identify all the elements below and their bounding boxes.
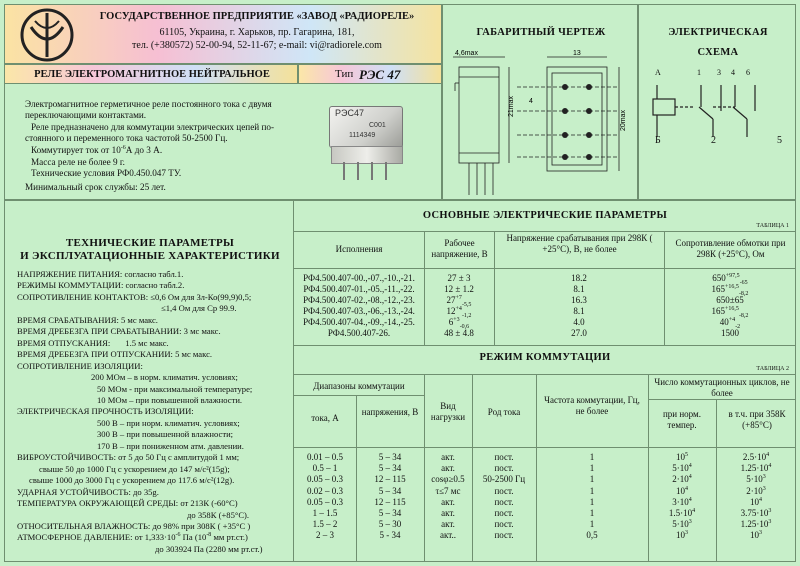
table2-cell: 5 – 34 [378, 463, 402, 474]
table1-label: ТАБЛИЦА 1 [756, 223, 789, 229]
table2-col-current: тока, А [311, 413, 339, 423]
table2-title: РЕЖИМ КОММУТАЦИИ [479, 352, 611, 363]
table1-voltage: $27^{+7}_{-5,5}$ [446, 295, 472, 308]
desc-line-3: Реле предназначено для коммутации электрических цепей по- [31, 122, 275, 132]
desc-line-2: переключающими контактами. [25, 110, 147, 120]
table2-cell: акт. [441, 508, 455, 519]
table2-col-load: Вид нагрузки [430, 401, 466, 423]
tech-line: до 303924 Па (2280 мм рт.ст.) [155, 543, 263, 554]
drawing-title: ГАБАРИТНЫЙ ЧЕРТЕЖ [476, 27, 606, 38]
scheme-title-line1: ЭЛЕКТРИЧЕСКАЯ [668, 27, 768, 38]
table2-cell: 5 – 30 [378, 519, 402, 530]
table2-col-range: Диапазоны коммутации [313, 381, 405, 391]
tech-panel [4, 200, 294, 562]
tech-line: НАПРЯЖЕНИЕ ПИТАНИЯ: согласно табл.1. [17, 269, 184, 279]
table2-col-kind: Род тока [487, 407, 521, 417]
table2-cell: 5 – 34 [378, 508, 402, 519]
table1-resistance: $165^{+16,5}_{-8,2}$ [711, 284, 749, 297]
table2-cell: 0.05 – 0.3 [307, 474, 343, 485]
table1-col-resistance: Сопротивление обмотки при 298К (+25°С), Ом [664, 232, 796, 268]
table1-variant: РФ4.500.407-26. [327, 328, 391, 338]
table1-row [294, 273, 796, 284]
table2-cell: 1 [589, 474, 595, 485]
scheme-label-1: 1 [697, 68, 701, 77]
table2-cell: пост. [494, 519, 514, 530]
tech-line: 300 В – при повышенной влажности; [97, 429, 234, 440]
table2-cell: $3.75\cdot 10^3$ [740, 508, 772, 519]
table2-cell: 1 [589, 496, 595, 507]
table2-cell: 1.5 – 2 [312, 519, 338, 530]
table1-row [294, 306, 796, 317]
table1-variant: РФ4.500.407-04.,-09.,-14.,-25. [303, 317, 415, 327]
table1-row [294, 284, 796, 295]
table2-cell: пост. [494, 496, 514, 507]
company-name: ГОСУДАРСТВЕННОЕ ПРЕДПРИЯТИЕ «ЗАВОД «РАДИОРЕЛЕ» [99, 11, 415, 22]
scheme-label-5: 5 [777, 135, 782, 146]
table2-cell: 0,5 [586, 530, 598, 541]
type-name: РЭС 47 [359, 67, 401, 82]
tech-line: ВРЕМЯ ОТПУСКАНИЯ: 1.5 мс макс. [17, 337, 169, 348]
tech-line: ЭЛЕКТРИЧЕСКАЯ ПРОЧНОСТЬ ИЗОЛЯЦИИ: [17, 406, 194, 417]
tech-line: ≤1,4 Ом для Ср 99.9. [161, 303, 237, 314]
table1-trip: 18.2 [571, 273, 587, 283]
table2-current-col [294, 452, 356, 542]
table2-voltage-col [356, 452, 424, 542]
desc-line-8: Минимальный срок службы: 25 лет. [25, 182, 166, 192]
table2-cell: пост. [494, 530, 514, 541]
table1-row [294, 295, 796, 306]
desc-line-6: Масса реле не более 9 г. [31, 157, 125, 167]
table2-freq-col [536, 452, 648, 542]
company-logo [19, 7, 75, 63]
scheme-label-6: 6 [746, 68, 750, 77]
table2-cell: 1 [589, 508, 595, 519]
table2-cell: 5 - 34 [379, 530, 401, 541]
table1-variant: РФ4.500.407-00.,-07.,-10.,-21. [303, 273, 415, 283]
scheme-label-2: 2 [711, 135, 716, 146]
table2-cell: 0.05 – 0.3 [307, 496, 343, 507]
table1-voltage: 27 ± 3 [447, 273, 471, 283]
table1-row [294, 328, 796, 339]
table2-cell: $5\cdot 10^4$ [672, 463, 692, 474]
tech-line: ВИБРОУСТОЙЧИВОСТЬ: от 5 до 50 Гц с амплитудой 1 мм; [17, 452, 240, 463]
table1-row [294, 317, 796, 328]
table2-cell: 12 – 115 [374, 496, 406, 507]
table2-cell: $1.25\cdot 10^4$ [740, 463, 772, 474]
dim-tip: 4,6max [455, 50, 478, 57]
tech-line: 170 В – при пониженном атм. давлении. [97, 440, 244, 451]
table2-col-voltage: напряжения, В [361, 407, 419, 417]
tech-title-1: ТЕХНИЧЕСКИЕ ПАРАМЕТРЫ [65, 237, 235, 249]
relay-photo [323, 102, 409, 182]
company-contacts: тел. (+380572) 52-00-94, 52-11-67; e-mail: vi@radiorele.com [132, 40, 382, 51]
tech-line: ВРЕМЯ ДРЕБЕЗГА ПРИ СРАБАТЫВАНИИ: 3 мс макс. [17, 326, 221, 337]
tech-title-2: И ЭКСПЛУАТАЦИОННЫЕ ХАРАКТЕРИСТИКИ [20, 250, 280, 262]
tech-line: УДАРНАЯ УСТОЙЧИВОСТЬ: до 35g. [17, 486, 159, 497]
table2-cell: $10^4$ [750, 496, 762, 507]
table2-cell: $10^3$ [676, 530, 688, 541]
table2-col-freq: Частота коммутации, Гц, не более [544, 395, 640, 417]
table1-voltage: 12 ± 1.2 [444, 284, 474, 294]
table2-cell: акт. [441, 452, 455, 462]
table1-col-voltage: Рабочее напряжение, В [424, 232, 494, 268]
drawing-panel [442, 4, 638, 200]
table1-panel [294, 200, 796, 346]
table2-cell: 1 [589, 463, 595, 474]
table2-cell: акт. [441, 519, 455, 530]
table1-trip: 4.0 [573, 317, 585, 327]
tech-line: РЕЖИМЫ КОММУТАЦИИ: согласно табл.2. [17, 280, 185, 291]
desc-line-5: Коммутирует ток от $10^{-6}А$ до 3 А. [31, 144, 163, 155]
table1-header-row [294, 231, 796, 269]
table2-cell: $1.5\cdot 10^4$ [668, 508, 696, 519]
table2-header [294, 374, 796, 448]
table2-cell: 50-2500 Гц [482, 474, 526, 485]
table2-cell: акт. [441, 463, 455, 474]
table2-cell: 0.01 – 0.5 [307, 452, 343, 462]
relay-title: РЕЛЕ ЭЛЕКТРОМАГНИТНОЕ НЕЙТРАЛЬНОЕ [34, 69, 270, 80]
tech-line: СОПРОТИВЛЕНИЕ КОНТАКТОВ: ≤0,6 Ом для Зл-Ко(99,9)0,5; [17, 291, 252, 302]
table2-label: ТАБЛИЦА 2 [756, 366, 789, 372]
tech-line: СОПРОТИВЛЕНИЕ ИЗОЛЯЦИИ: [17, 360, 143, 371]
table2-cell: 1 [589, 485, 595, 496]
table1-resistance: 1500 [721, 328, 739, 338]
relay-title-bar [4, 64, 298, 84]
desc-line-7: Технические условия РФ0.450.047 ТУ. [31, 168, 182, 178]
table2-col-norm: при норм. темпер. [662, 409, 701, 431]
scheme-label-a: А [655, 68, 661, 77]
table2-cell: 1 – 1.5 [312, 508, 338, 519]
tech-line: 10 МОм – при повышенной влажности. [97, 394, 243, 405]
description-panel [4, 84, 442, 200]
table2-cell: $2.5\cdot 10^4$ [742, 452, 770, 462]
table2-cell: пост. [494, 508, 514, 519]
table1-voltage: $6^{+3}_{-0,6}$ [448, 317, 470, 330]
tech-line: 50 МОм - при максимальной температуре; [97, 383, 253, 394]
company-address: 61105, Украина, г. Харьков, пр. Гагарина, 181, [159, 27, 355, 38]
table2-cell: 1 [589, 452, 595, 462]
table2-cell: $2\cdot 10^3$ [746, 485, 766, 496]
table1-resistance: $165^{+16,5}_{-8,2}$ [711, 306, 749, 319]
table2-cell: пост. [494, 485, 514, 496]
type-bar [298, 64, 442, 84]
table1-voltage: $12^{+4}_{-1,2}$ [446, 306, 472, 319]
table1-body [294, 267, 796, 346]
table1-voltage: 48 ± 4.8 [444, 328, 474, 338]
table2-cell: пост. [494, 463, 514, 474]
relay-marking-2: С001 [369, 122, 386, 129]
table2-cell: $10^4$ [676, 485, 688, 496]
table1-trip: 27.0 [571, 328, 587, 338]
table2-cell: 0.02 – 0.3 [307, 485, 343, 496]
table2-cell: $5\cdot 10^3$ [672, 519, 692, 530]
relay-schematic [643, 77, 793, 149]
table1-title: ОСНОВНЫЕ ЭЛЕКТРИЧЕСКИЕ ПАРАМЕТРЫ [422, 210, 668, 221]
table2-body [294, 446, 796, 562]
table2-cell: $3\cdot 10^4$ [672, 496, 692, 507]
table1-col-variant: Исполнения [335, 244, 383, 254]
tech-line: до 358К (+85°С). [187, 509, 250, 520]
table1-variant: РФ4.500.407-01.,-05.,-11.,-22. [303, 284, 415, 294]
table2-cell: 5 – 34 [378, 452, 402, 462]
table2-cell: $10^5$ [676, 452, 688, 462]
tech-line: АТМОСФЕРНОЕ ДАВЛЕНИЕ: от $1,333\cdot 10^{-6}$ Па ($10^{-8}$ мм рт.ст.) [17, 532, 248, 543]
table2-cell: 12 – 115 [374, 474, 406, 485]
tech-line: ОТНОСИТЕЛЬНАЯ ВЛАЖНОСТЬ: до 98% при 308К ( +35°С ) [17, 520, 251, 531]
table2-load-col [424, 452, 472, 542]
relay-marking-1: РЭС47 [335, 108, 364, 118]
table2-cell: cosφ≥0.5 [431, 474, 465, 485]
dim-21: 21max [508, 95, 515, 117]
table2-cell: τ≤7 мс [435, 485, 461, 496]
dim-4: 4 [529, 98, 533, 105]
table1-trip: 16.3 [571, 295, 587, 305]
relay-marking-3: 1114349 [349, 132, 376, 139]
table2-col-hot: в т.ч. при 358К (+85°С) [728, 409, 786, 431]
tech-line: 200 МОм – в норм. климатич. условиях; [91, 372, 238, 383]
table1-trip: 8.1 [573, 284, 585, 294]
tech-line: свыше 50 до 1000 Гц с ускорением до 147 м/с²(15g); [39, 463, 230, 474]
table1-variant: РФ4.500.407-03.,-06.,-13.,-24. [303, 306, 415, 316]
scheme-label-4: 4 [731, 68, 735, 77]
scheme-title-line2: СХЕМА [697, 47, 739, 58]
dim-13: 13 [573, 50, 581, 57]
table2-cell: $5\cdot 10^3$ [746, 474, 766, 485]
table2-norm-col [648, 452, 716, 542]
desc-line-4: стоянного и переменного тока частотой 50-2500 Гц. [25, 133, 228, 143]
scheme-label-3: 3 [717, 68, 721, 77]
table2-cell: $1.25\cdot 10^3$ [740, 519, 772, 530]
table2-cell: 0.5 – 1 [312, 463, 338, 474]
tech-list [17, 269, 293, 555]
table1-variant: РФ4.500.407-02.,-08.,-12.,-23. [303, 295, 415, 305]
dim-20: 20max [620, 109, 627, 131]
company-header [4, 4, 442, 64]
tech-line: 500 В – при норм. климатич. условиях; [97, 417, 240, 428]
tech-line: ТЕМПЕРАТУРА ОКРУЖАЮЩЕЙ СРЕДЫ: от 213К (-60°С) [17, 498, 238, 509]
table2-cell: акт. [441, 496, 455, 507]
table2-col-cycles: Число коммутационных циклов, не более [654, 377, 790, 399]
table2-cell: 1 [589, 519, 595, 530]
table2-cell: акт.. [439, 530, 456, 541]
dimension-drawing [447, 47, 637, 197]
scheme-panel [638, 4, 796, 200]
tech-line: ВРЕМЯ ДРЕБЕЗГА ПРИ ОТПУСКАНИИ: 5 мс макс. [17, 349, 213, 360]
table2-cell: $2\cdot 10^4$ [672, 474, 692, 485]
table1-trip: 8.1 [573, 306, 585, 316]
desc-line-1: Электромагнитное герметичное реле постоянного тока с двумя [25, 99, 272, 109]
scheme-label-b: Б [655, 135, 661, 146]
table2-panel [294, 346, 796, 562]
table2-kind-col [472, 452, 536, 542]
table1-resistance: $650^{+97,5}_{-65}$ [712, 273, 748, 286]
tech-line: ВРЕМЯ СРАБАТЫВАНИЯ: 5 мс макс. [17, 314, 158, 325]
table2-cell: 5 – 34 [378, 485, 402, 496]
tech-line: свыше 1000 до 3000 Гц с ускорением до 117.6 м/с²(12g). [29, 475, 235, 486]
table2-cell: пост. [494, 452, 514, 462]
table2-cell: $10^3$ [750, 530, 762, 541]
type-prefix: Тип [335, 68, 354, 80]
table1-resistance: 650±65 [716, 295, 744, 305]
table2-cell: 2 – 3 [316, 530, 334, 541]
table1-resistance: $40^{+4}_{-2}$ [719, 317, 741, 330]
table2-hot-col [716, 452, 796, 542]
table1-col-trip: Напряжение срабатывания при 298К ( +25°С), В, не более [494, 232, 664, 268]
